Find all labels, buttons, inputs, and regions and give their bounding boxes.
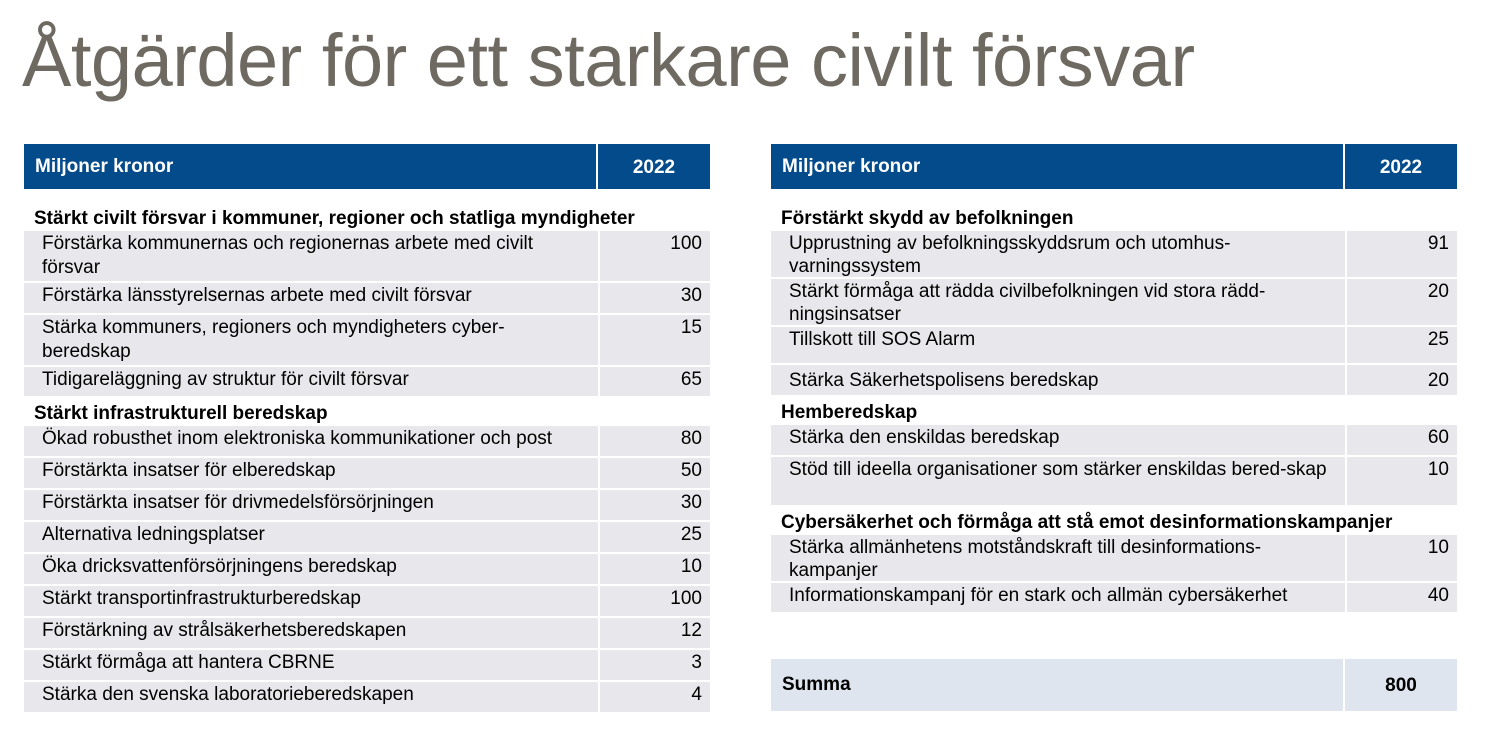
table-row [771, 581, 1457, 612]
table-row [24, 648, 710, 680]
section-title: Cybersäkerhet och förmåga att stå emot desinformationskampanjer [781, 512, 1393, 533]
summary-value: 800 [1343, 659, 1457, 711]
table-row [771, 325, 1457, 363]
row-value: 30 [598, 283, 710, 313]
row-label: Stärkt transportinfrastrukturberedskap [42, 588, 361, 609]
row-label: Tidigareläggning av struktur för civilt försvar [42, 369, 409, 390]
page-title: Åtgärder för ett starkare civilt försvar [22, 19, 1195, 102]
table-row [24, 313, 710, 365]
row-label: Upprustning av befolkningsskyddsrum och utomhus-varningssystem [789, 233, 1231, 277]
row-label: Stärka allmänhetens motståndskraft till desinformations-kampanjer [789, 537, 1262, 581]
row-value: 20 [1345, 365, 1457, 395]
row-value: 100 [598, 231, 710, 281]
summary-label: Summa [782, 674, 851, 695]
table-row [24, 281, 710, 313]
table-row [24, 488, 710, 520]
row-label: Stärkt förmåga att hantera CBRNE [42, 652, 335, 673]
table-header [24, 144, 710, 189]
row-label: Förstärkta insatser för drivmedelsförsörjningen [42, 492, 434, 513]
header-year: 2022 [596, 144, 710, 189]
row-label: Stärka Säkerhetspolisens beredskap [789, 370, 1099, 391]
row-label: Tillskott till SOS Alarm [789, 329, 976, 350]
row-label: Stärka den svenska laboratorieberedskapen [42, 684, 414, 705]
table-row [24, 552, 710, 584]
row-label: Informationskampanj för en stark och allmän cybersäkerhet [789, 585, 1288, 606]
row-label: Förstärka länsstyrelsernas arbete med civilt försvar [42, 285, 472, 306]
right-budget-table [771, 144, 1457, 612]
table-row [24, 229, 710, 281]
table-row [771, 363, 1457, 395]
row-value: 60 [1345, 425, 1457, 455]
section-title: Stärkt civilt försvar i kommuner, regioner och statliga myndigheter [34, 208, 635, 229]
header-label: Miljoner kronor [35, 155, 174, 177]
row-label: Stärkt förmåga att rädda civilbefolkningen vid stora rädd-ningsinsatser [789, 281, 1266, 325]
table-header [771, 144, 1457, 189]
row-value: 80 [598, 426, 710, 456]
table-row [24, 520, 710, 552]
header-year: 2022 [1343, 144, 1457, 189]
table-row [24, 616, 710, 648]
table-row [771, 277, 1457, 325]
table-row [24, 365, 710, 396]
row-value: 3 [598, 650, 710, 680]
row-label: Förstärka kommunernas och regionernas arbete med civilt försvar [42, 233, 534, 278]
row-label: Alternativa ledningsplatser [42, 524, 265, 545]
table-row [771, 423, 1457, 455]
row-value: 100 [598, 586, 710, 616]
table-row [24, 456, 710, 488]
row-value: 50 [598, 458, 710, 488]
section-title: Stärkt infrastrukturell beredskap [34, 403, 328, 424]
row-value: 10 [1345, 535, 1457, 581]
row-label: Stärka den enskildas beredskap [789, 427, 1060, 448]
row-label: Förstärkning av strålsäkerhetsberedskapen [42, 620, 407, 641]
table-row [771, 455, 1457, 505]
row-label: Förstärkta insatser för elberedskap [42, 460, 336, 481]
row-value: 10 [598, 554, 710, 584]
row-value: 12 [598, 618, 710, 648]
table-row [24, 584, 710, 616]
row-label: Öka dricksvattenförsörjningens beredskap [42, 556, 397, 577]
row-value: 40 [1345, 583, 1457, 612]
row-value: 65 [598, 367, 710, 396]
row-value: 25 [598, 522, 710, 552]
row-value: 4 [598, 682, 710, 712]
table-row [771, 533, 1457, 581]
row-value: 15 [598, 315, 710, 365]
section-title: Hemberedskap [781, 402, 918, 423]
row-value: 30 [598, 490, 710, 520]
table-row [24, 680, 710, 712]
row-label: Ökad robusthet inom elektroniska kommunikationer och post [42, 428, 553, 449]
section-title: Förstärkt skydd av befolkningen [781, 208, 1074, 229]
left-budget-table [24, 144, 710, 712]
row-value: 91 [1345, 231, 1457, 277]
table-row [24, 424, 710, 456]
row-value: 10 [1345, 457, 1457, 505]
table-row [771, 229, 1457, 277]
header-label: Miljoner kronor [782, 155, 921, 177]
summary-row [771, 659, 1457, 711]
row-value: 25 [1345, 327, 1457, 363]
row-label: Stärka kommuners, regioners och myndigheters cyber-beredskap [42, 317, 505, 362]
row-value: 20 [1345, 279, 1457, 325]
row-label: Stöd till ideella organisationer som stärker enskildas bered-skap [789, 459, 1327, 480]
